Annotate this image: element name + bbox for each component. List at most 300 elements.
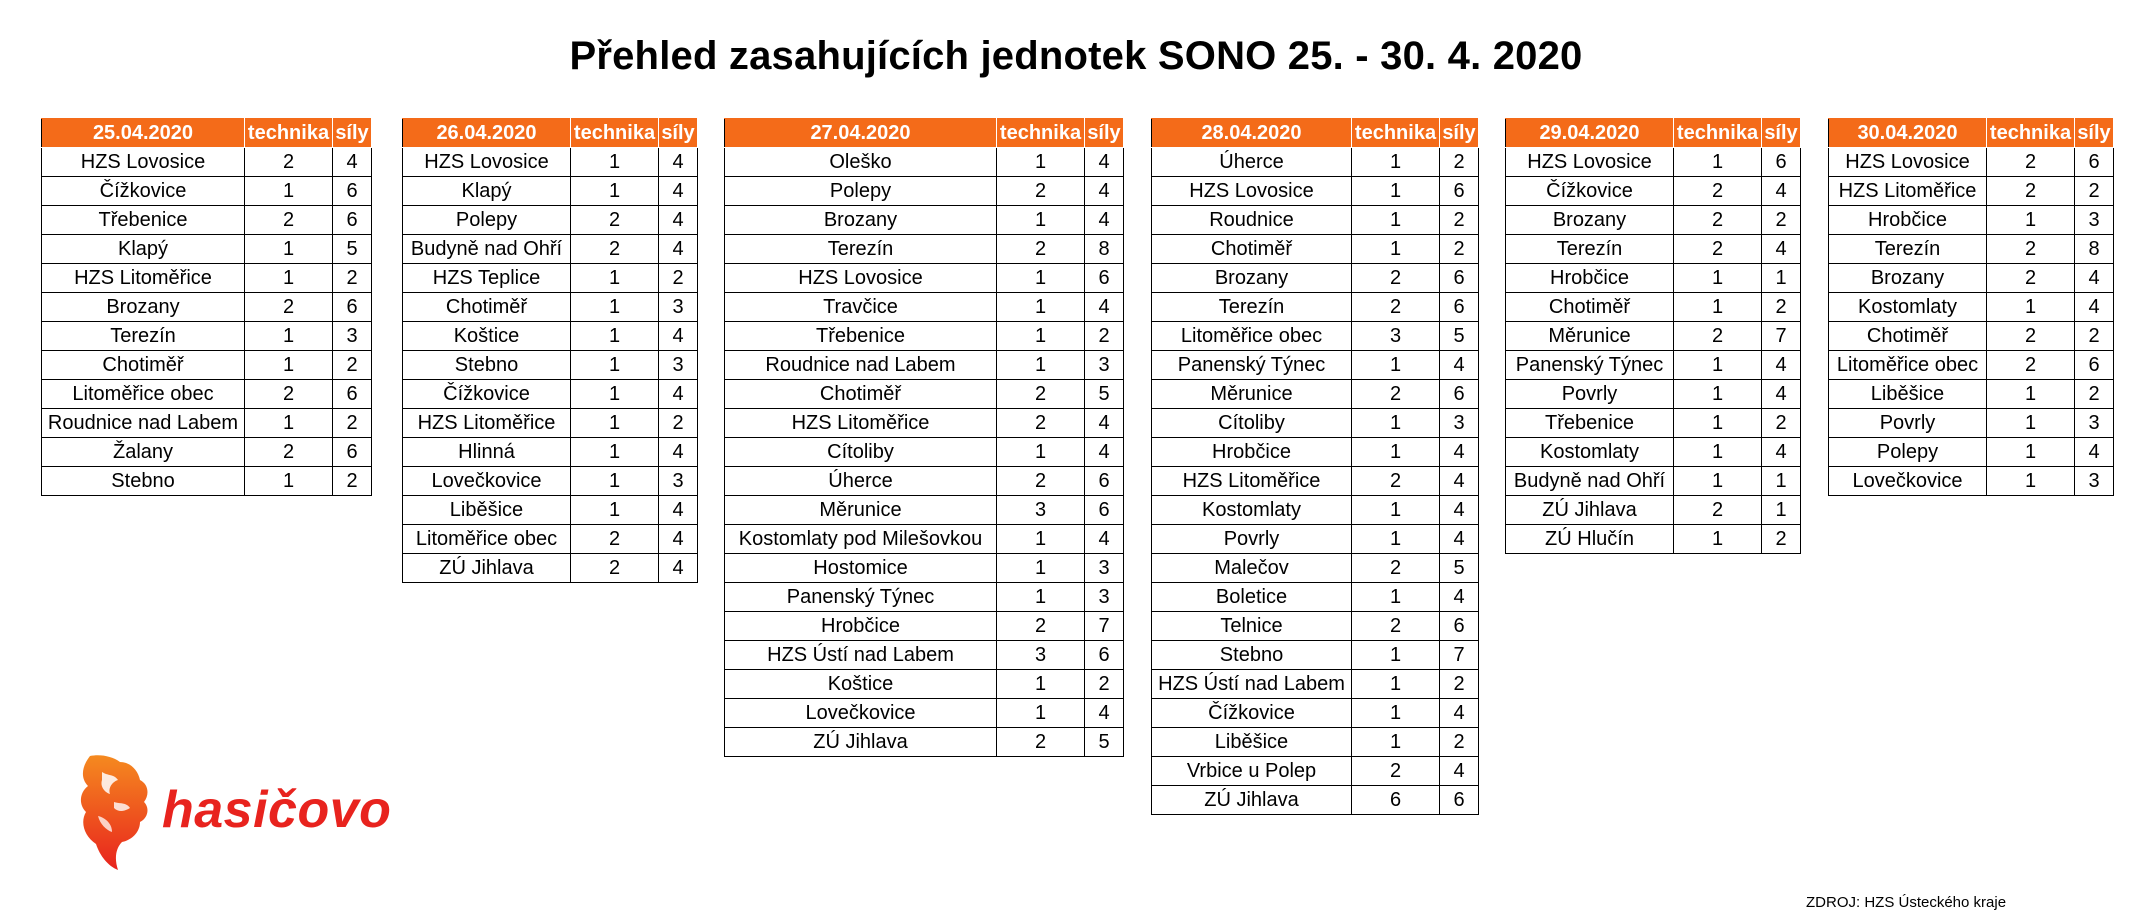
table-row (1829, 467, 2114, 496)
sily-cell: 2 (1762, 525, 1801, 554)
table-row (725, 554, 1124, 583)
unit-name-cell: Liběšice (1829, 380, 1987, 409)
technika-cell: 1 (571, 293, 659, 322)
unit-name-cell: Litoměřice obec (403, 525, 571, 554)
technika-cell: 1 (1987, 380, 2075, 409)
table-row (725, 641, 1124, 670)
sily-cell: 5 (1085, 380, 1124, 409)
sily-cell: 4 (659, 438, 698, 467)
unit-name-cell: Cítoliby (725, 438, 997, 467)
sily-cell: 4 (1762, 177, 1801, 206)
table-row (1829, 293, 2114, 322)
table-row (1506, 467, 1801, 496)
sily-cell: 4 (2075, 264, 2114, 293)
technika-cell: 1 (997, 670, 1085, 699)
table-header-row (42, 119, 372, 148)
table-row (1829, 351, 2114, 380)
technika-cell: 2 (571, 554, 659, 583)
unit-name-cell: HZS Litoměřice (725, 409, 997, 438)
technika-cell: 1 (1987, 206, 2075, 235)
technika-cell: 1 (245, 235, 333, 264)
sily-cell: 7 (1440, 641, 1479, 670)
sily-cell: 3 (659, 351, 698, 380)
table-row (1506, 351, 1801, 380)
day-table (1505, 118, 1801, 554)
technika-cell: 1 (1352, 148, 1440, 177)
sily-cell: 6 (1440, 264, 1479, 293)
technika-cell: 1 (245, 177, 333, 206)
sily-cell: 4 (659, 380, 698, 409)
unit-name-cell: Čížkovice (403, 380, 571, 409)
table-row (725, 728, 1124, 757)
table-row (725, 496, 1124, 525)
table-row (1152, 235, 1479, 264)
unit-name-cell: ZÚ Jihlava (403, 554, 571, 583)
table-row (403, 293, 698, 322)
unit-name-cell: Měrunice (1506, 322, 1674, 351)
unit-name-cell: ZÚ Jihlava (1152, 786, 1352, 815)
table-row (1152, 264, 1479, 293)
unit-name-cell: Brozany (1152, 264, 1352, 293)
unit-name-cell: Měrunice (1152, 380, 1352, 409)
sily-cell: 6 (333, 293, 372, 322)
unit-name-cell: Polepy (403, 206, 571, 235)
table-row (1152, 351, 1479, 380)
technika-cell: 1 (1352, 351, 1440, 380)
sily-cell: 3 (2075, 467, 2114, 496)
technika-cell: 1 (1674, 293, 1762, 322)
table-row (403, 554, 698, 583)
sily-cell: 2 (1085, 322, 1124, 351)
sily-cell: 4 (1440, 496, 1479, 525)
technika-cell: 1 (1352, 496, 1440, 525)
unit-name-cell: Kostomlaty (1506, 438, 1674, 467)
sily-cell: 3 (2075, 409, 2114, 438)
technika-cell: 1 (1352, 699, 1440, 728)
technika-cell: 1 (997, 554, 1085, 583)
technika-cell: 2 (1674, 235, 1762, 264)
table-row (403, 409, 698, 438)
unit-name-cell: Lovečkovice (725, 699, 997, 728)
sily-cell: 5 (1085, 728, 1124, 757)
unit-name-cell: Třebenice (1506, 409, 1674, 438)
unit-name-cell: Hostomice (725, 554, 997, 583)
technika-cell: 1 (997, 351, 1085, 380)
unit-name-cell: Chotiměř (1829, 322, 1987, 351)
table-row (725, 351, 1124, 380)
technika-cell: 2 (1352, 467, 1440, 496)
technika-cell: 1 (245, 351, 333, 380)
technika-cell: 1 (1674, 380, 1762, 409)
sily-header: síly (1762, 119, 1801, 148)
unit-name-cell: Terezín (1152, 293, 1352, 322)
unit-name-cell: Kostomlaty pod Milešovkou (725, 525, 997, 554)
sily-cell: 2 (1762, 206, 1801, 235)
table-row (1152, 612, 1479, 641)
technika-cell: 2 (1352, 264, 1440, 293)
sily-cell: 2 (2075, 177, 2114, 206)
table-row (1829, 206, 2114, 235)
unit-name-cell: Klapý (42, 235, 245, 264)
page-title: Přehled zasahujících jednotek SONO 25. - 30. 4. 2020 (569, 34, 1583, 78)
unit-name-cell: Brozany (725, 206, 997, 235)
table-row (725, 699, 1124, 728)
table-row (403, 438, 698, 467)
table-row (725, 177, 1124, 206)
unit-name-cell: Chotiměř (1506, 293, 1674, 322)
unit-name-cell: Oleško (725, 148, 997, 177)
technika-cell: 1 (1987, 467, 2075, 496)
table-row (1506, 148, 1801, 177)
unit-name-cell: Měrunice (725, 496, 997, 525)
sily-cell: 3 (1085, 583, 1124, 612)
technika-header: technika (1987, 119, 2075, 148)
logo-wordmark: hasičovo (162, 781, 392, 839)
sily-cell: 5 (1440, 554, 1479, 583)
table-row (725, 380, 1124, 409)
sily-cell: 3 (659, 293, 698, 322)
unit-name-cell: Travčice (725, 293, 997, 322)
unit-name-cell: HZS Lovosice (1506, 148, 1674, 177)
sily-cell: 2 (1440, 148, 1479, 177)
sily-cell: 6 (2075, 351, 2114, 380)
day-table (1151, 118, 1479, 815)
sily-cell: 4 (659, 148, 698, 177)
sily-cell: 4 (1440, 467, 1479, 496)
technika-cell: 3 (997, 641, 1085, 670)
table-row (1829, 409, 2114, 438)
unit-name-cell: Čížkovice (1152, 699, 1352, 728)
sily-cell: 6 (1440, 786, 1479, 815)
unit-name-cell: Brozany (1506, 206, 1674, 235)
table-row (403, 235, 698, 264)
technika-cell: 2 (1674, 496, 1762, 525)
technika-cell: 1 (1674, 351, 1762, 380)
sily-cell: 4 (1085, 525, 1124, 554)
unit-name-cell: ZÚ Jihlava (1506, 496, 1674, 525)
unit-name-cell: Koštice (725, 670, 997, 699)
sily-cell: 3 (1440, 409, 1479, 438)
unit-name-cell: Povrly (1829, 409, 1987, 438)
technika-cell: 2 (997, 612, 1085, 641)
table-row (1152, 786, 1479, 815)
sily-cell: 4 (659, 525, 698, 554)
unit-name-cell: Litoměřice obec (42, 380, 245, 409)
unit-name-cell: Hrobčice (725, 612, 997, 641)
sily-cell: 4 (1085, 177, 1124, 206)
technika-cell: 1 (1352, 235, 1440, 264)
sily-cell: 2 (1440, 235, 1479, 264)
sily-cell: 2 (1440, 206, 1479, 235)
table-row (42, 322, 372, 351)
sily-cell: 5 (1440, 322, 1479, 351)
table-row (725, 322, 1124, 351)
table-row (725, 670, 1124, 699)
technika-cell: 1 (1352, 409, 1440, 438)
unit-name-cell: Čížkovice (1506, 177, 1674, 206)
unit-name-cell: Hrobčice (1152, 438, 1352, 467)
unit-name-cell: Polepy (1829, 438, 1987, 467)
technika-cell: 2 (245, 380, 333, 409)
table-row (403, 467, 698, 496)
table-row (725, 583, 1124, 612)
table-row (403, 496, 698, 525)
unit-name-cell: Panenský Týnec (1152, 351, 1352, 380)
date-header: 28.04.2020 (1152, 119, 1352, 148)
technika-cell: 2 (997, 728, 1085, 757)
unit-name-cell: Roudnice (1152, 206, 1352, 235)
unit-name-cell: Stebno (403, 351, 571, 380)
unit-name-cell: ZÚ Jihlava (725, 728, 997, 757)
table-row (1152, 525, 1479, 554)
technika-header: technika (245, 119, 333, 148)
table-row (725, 612, 1124, 641)
sily-cell: 3 (2075, 206, 2114, 235)
day-table (1828, 118, 2114, 496)
sily-cell: 4 (2075, 438, 2114, 467)
unit-name-cell: HZS Litoměřice (403, 409, 571, 438)
sily-cell: 3 (333, 322, 372, 351)
sily-cell: 2 (659, 264, 698, 293)
technika-cell: 1 (571, 264, 659, 293)
unit-name-cell: Lovečkovice (1829, 467, 1987, 496)
sily-cell: 8 (2075, 235, 2114, 264)
technika-cell: 2 (1352, 757, 1440, 786)
unit-name-cell: Čížkovice (42, 177, 245, 206)
sily-header: síly (2075, 119, 2114, 148)
sily-cell: 7 (1085, 612, 1124, 641)
sily-cell: 7 (1762, 322, 1801, 351)
technika-cell: 1 (245, 322, 333, 351)
sily-cell: 4 (1762, 380, 1801, 409)
table-row (725, 409, 1124, 438)
technika-cell: 2 (1674, 322, 1762, 351)
technika-cell: 1 (1352, 728, 1440, 757)
technika-cell: 1 (1674, 525, 1762, 554)
unit-name-cell: Hrobčice (1506, 264, 1674, 293)
technika-cell: 1 (997, 699, 1085, 728)
table-row (725, 235, 1124, 264)
technika-cell: 2 (245, 438, 333, 467)
table-row (403, 351, 698, 380)
unit-name-cell: Úherce (725, 467, 997, 496)
table-row (1506, 206, 1801, 235)
unit-name-cell: Cítoliby (1152, 409, 1352, 438)
table-row (1506, 322, 1801, 351)
sily-cell: 5 (333, 235, 372, 264)
table-row (1152, 177, 1479, 206)
table-row (403, 380, 698, 409)
technika-header: technika (1674, 119, 1762, 148)
table-row (1506, 293, 1801, 322)
table-row (1152, 583, 1479, 612)
sily-cell: 2 (333, 409, 372, 438)
technika-cell: 1 (245, 264, 333, 293)
unit-name-cell: HZS Lovosice (42, 148, 245, 177)
table-row (1152, 148, 1479, 177)
table-row (725, 148, 1124, 177)
table-row (42, 409, 372, 438)
sily-header: síly (333, 119, 372, 148)
technika-cell: 1 (1674, 409, 1762, 438)
table-row (1829, 380, 2114, 409)
source-note: ZDROJ: HZS Ústeckého kraje (1806, 894, 2007, 911)
table-row (1506, 177, 1801, 206)
table-row (1506, 380, 1801, 409)
sily-cell: 3 (1085, 351, 1124, 380)
table-row (403, 206, 698, 235)
sily-cell: 2 (333, 264, 372, 293)
table-row (1506, 409, 1801, 438)
unit-name-cell: Budyně nad Ohří (403, 235, 571, 264)
unit-name-cell: Malečov (1152, 554, 1352, 583)
unit-name-cell: Brozany (1829, 264, 1987, 293)
technika-cell: 1 (571, 351, 659, 380)
sily-cell: 4 (1440, 351, 1479, 380)
unit-name-cell: Stebno (1152, 641, 1352, 670)
technika-cell: 1 (1674, 148, 1762, 177)
unit-name-cell: HZS Lovosice (725, 264, 997, 293)
table-row (1506, 496, 1801, 525)
sily-cell: 4 (2075, 293, 2114, 322)
sily-cell: 2 (333, 467, 372, 496)
unit-name-cell: HZS Lovosice (1152, 177, 1352, 206)
sily-cell: 4 (659, 496, 698, 525)
sily-cell: 1 (1762, 467, 1801, 496)
table-row (42, 351, 372, 380)
sily-cell: 4 (1762, 438, 1801, 467)
table-row (403, 148, 698, 177)
unit-name-cell: Kostomlaty (1829, 293, 1987, 322)
table-row (1506, 264, 1801, 293)
table-row (1829, 177, 2114, 206)
sily-header: síly (1085, 119, 1124, 148)
unit-name-cell: Liběšice (1152, 728, 1352, 757)
sily-cell: 2 (1762, 293, 1801, 322)
date-header: 27.04.2020 (725, 119, 997, 148)
sily-cell: 2 (1440, 728, 1479, 757)
technika-cell: 3 (997, 496, 1085, 525)
table-row (1152, 467, 1479, 496)
sily-cell: 6 (1085, 641, 1124, 670)
technika-cell: 1 (1674, 467, 1762, 496)
sily-cell: 3 (1085, 554, 1124, 583)
technika-cell: 1 (997, 438, 1085, 467)
sily-cell: 4 (659, 322, 698, 351)
sily-cell: 6 (1085, 467, 1124, 496)
table-row (1152, 380, 1479, 409)
technika-cell: 2 (1352, 293, 1440, 322)
sily-cell: 4 (1085, 206, 1124, 235)
technika-cell: 1 (997, 206, 1085, 235)
table-row (403, 177, 698, 206)
unit-name-cell: Terezín (42, 322, 245, 351)
table-row (1506, 438, 1801, 467)
unit-name-cell: HZS Litoměřice (1152, 467, 1352, 496)
sily-cell: 6 (333, 380, 372, 409)
technika-cell: 2 (1987, 264, 2075, 293)
unit-name-cell: HZS Litoměřice (1829, 177, 1987, 206)
unit-name-cell: Povrly (1152, 525, 1352, 554)
table-row (1829, 264, 2114, 293)
date-header: 25.04.2020 (42, 119, 245, 148)
technika-cell: 1 (245, 409, 333, 438)
unit-name-cell: Chotiměř (403, 293, 571, 322)
sily-cell: 3 (659, 467, 698, 496)
sily-cell: 4 (1440, 438, 1479, 467)
unit-name-cell: HZS Ústí nad Labem (1152, 670, 1352, 699)
date-header: 29.04.2020 (1506, 119, 1674, 148)
unit-name-cell: Vrbice u Polep (1152, 757, 1352, 786)
sily-header: síly (1440, 119, 1479, 148)
technika-cell: 1 (997, 264, 1085, 293)
technika-cell: 2 (1674, 206, 1762, 235)
technika-cell: 2 (1987, 351, 2075, 380)
unit-name-cell: Třebenice (42, 206, 245, 235)
table-row (1829, 438, 2114, 467)
unit-name-cell: Kostomlaty (1152, 496, 1352, 525)
technika-cell: 1 (571, 467, 659, 496)
table-row (725, 264, 1124, 293)
table-row (725, 293, 1124, 322)
table-row (403, 525, 698, 554)
unit-name-cell: Klapý (403, 177, 571, 206)
technika-cell: 1 (1352, 641, 1440, 670)
technika-cell: 1 (1352, 177, 1440, 206)
sily-cell: 4 (1762, 351, 1801, 380)
technika-cell: 2 (1352, 554, 1440, 583)
technika-header: technika (997, 119, 1085, 148)
table-row (1506, 235, 1801, 264)
technika-cell: 1 (571, 380, 659, 409)
sily-cell: 6 (1085, 264, 1124, 293)
technika-cell: 1 (571, 409, 659, 438)
table-row (1829, 322, 2114, 351)
table-row (1152, 641, 1479, 670)
sily-cell: 4 (1440, 699, 1479, 728)
unit-name-cell: Žalany (42, 438, 245, 467)
technika-cell: 1 (997, 293, 1085, 322)
unit-name-cell: Chotiměř (1152, 235, 1352, 264)
table-row (42, 206, 372, 235)
technika-cell: 2 (1352, 612, 1440, 641)
table-row (1152, 699, 1479, 728)
unit-name-cell: HZS Lovosice (1829, 148, 1987, 177)
table-row (1152, 670, 1479, 699)
sily-cell: 4 (1085, 409, 1124, 438)
technika-cell: 2 (997, 235, 1085, 264)
technika-cell: 2 (997, 177, 1085, 206)
technika-cell: 3 (1352, 322, 1440, 351)
technika-cell: 1 (571, 496, 659, 525)
unit-name-cell: HZS Lovosice (403, 148, 571, 177)
sily-cell: 2 (659, 409, 698, 438)
unit-name-cell: Lovečkovice (403, 467, 571, 496)
unit-name-cell: Hlinná (403, 438, 571, 467)
table-row (42, 293, 372, 322)
technika-cell: 2 (997, 467, 1085, 496)
unit-name-cell: ZÚ Hlučín (1506, 525, 1674, 554)
table-row (1506, 525, 1801, 554)
table-row (1152, 757, 1479, 786)
unit-name-cell: Liběšice (403, 496, 571, 525)
technika-cell: 1 (997, 148, 1085, 177)
unit-name-cell: Chotiměř (725, 380, 997, 409)
sily-cell: 4 (1085, 148, 1124, 177)
table-row (1152, 554, 1479, 583)
technika-header: technika (1352, 119, 1440, 148)
technika-cell: 2 (245, 293, 333, 322)
